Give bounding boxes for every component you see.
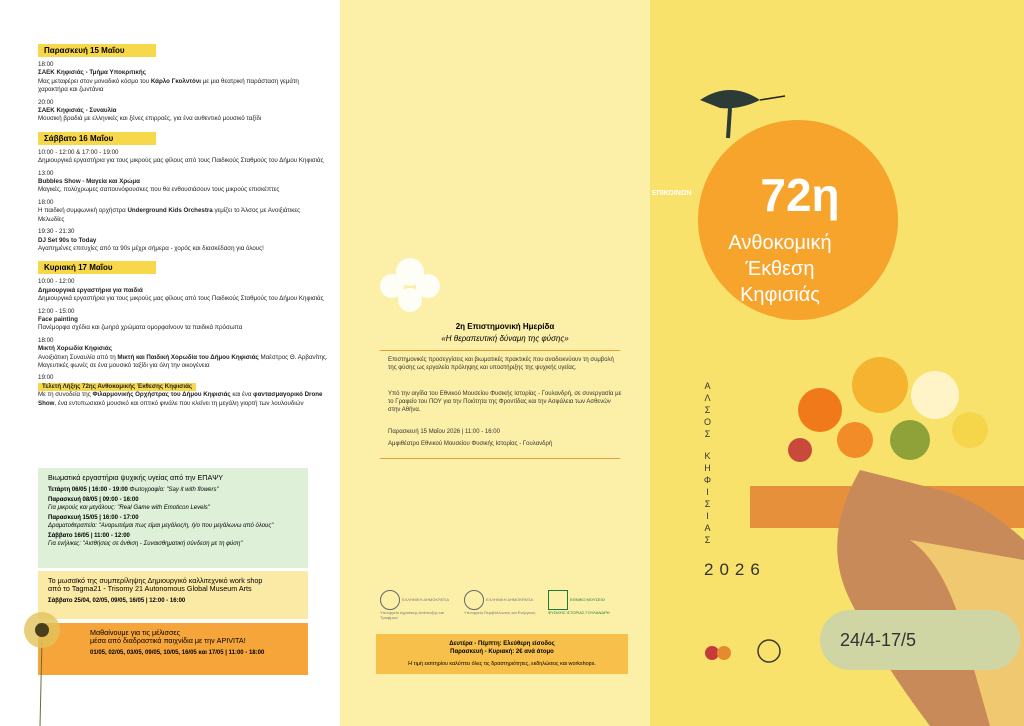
event-name: DJ Set 90s to Today xyxy=(38,236,97,244)
event xyxy=(38,99,328,124)
event-desc: Μουσική βραδιά με ελληνικές και ξένες επιρροές, για ένα αυθεντικό μουσικό ταξίδι xyxy=(38,115,262,123)
event-time: 18:00 xyxy=(38,198,54,206)
vertical-alsos: Α Λ Σ Ο Σ xyxy=(703,381,712,439)
hummingbird-illustration xyxy=(690,70,790,140)
event-desc: Ανοιξιάτικη Συναυλία από τη Μικτή και Παιδική Χορωδία του Δήμου Κηφισιάς Μαέστρος Θ. Αρβανίτης. Μαγευτικές φωνές σε ένα μουσικό ταξίδι για όλη την οικογένεια xyxy=(38,353,328,369)
event xyxy=(38,149,328,166)
cover-number: 72η xyxy=(760,169,840,221)
entry-line2: Παρασκευή - Κυριακή: 2€ ανά άτομο xyxy=(450,649,554,655)
event xyxy=(38,308,328,333)
mosaic-dates: Σάββατο 25/04, 02/05, 09/05, 16/05 | 12:00 - 16:00 xyxy=(48,598,186,604)
event-desc: Αγαπημένες επιτυχίες από τα 90s μέχρι σήμερα - χορός και διασκέδαση για όλους! xyxy=(38,244,264,252)
event-desc: Με τη συνοδεία της Φιλαρμονικής Ορχήστρας του Δήμου Κηφισιάς και ένα φαντασμαγορικό Drone Show, ένα εντυπωσιακό μουσικό και οπτικό φινάλε που κλείνει τη μεγάλη γιορτή των λουλουδιών xyxy=(38,391,323,407)
event-name: Μικτή Χορωδία Κηφισιάς xyxy=(38,345,112,353)
cover-title-2: Έκθεση xyxy=(745,258,815,280)
vertical-label xyxy=(702,380,714,546)
event-name: ΣΑΕΚ Κηφισιάς - Συναυλία xyxy=(38,107,117,115)
vertical-kifisias: Κ Η Φ Ι Σ Ι Α Σ xyxy=(703,451,713,545)
event xyxy=(38,278,328,303)
event-desc: Μαγικές, πολύχρωμες σαπουνόφουσκες που θα ενθουσιάσουν τους μικρούς επισκέπτες xyxy=(38,186,280,194)
workshop-row: Παρασκευή 15/05 | 16:00 - 17:00 Δραματοθεραπεία: "Αναρωτιέμαι πως είμαι μεγάλος/η, ή/ο που μεγάλωνω από όλους" xyxy=(48,515,274,529)
event-desc: Δημιουργικά εργαστήρια για τους μικρούς μας φίλους από τους Παιδικούς Σταθμούς του Δήμου Κηφισιάς xyxy=(38,157,324,165)
goulandris-museum-logo: ΕΘΝΙΚΟ ΜΟΥΣΕΙΟ ΦΥΣΙΚΗΣ ΙΣΤΟΡΙΑΣ ΓΟΥΛΑΝΔΡΗ xyxy=(548,590,620,615)
mosaic-box xyxy=(38,571,308,619)
event-time: 12:00 - 15:00 xyxy=(38,307,75,315)
municipality-flower-logo xyxy=(703,640,733,666)
white-flower-icon xyxy=(370,250,450,330)
event-time: 20:00 xyxy=(38,98,54,106)
badge: ΕΠΙΚΟΙΝΩΝ xyxy=(652,190,692,197)
mosaic-line2: από το Tagma21 - Trisomy 21 Autonomous Global Museum Arts xyxy=(48,584,252,593)
workshop-row: Τετάρτη 06/05 | 16:00 - 19:00 Φωτογραφία: "Say it with flowers" xyxy=(48,487,219,493)
workshop-row: Παρασκευή 08/05 | 09:00 - 16:00 Για μικρούς και μεγάλους: "Real Game with Emoticon Levels" xyxy=(48,497,210,511)
bees-dates: 01/05, 02/05, 03/05, 09/05, 10/05, 16/05 και 17/05 | 11:00 - 18:00 xyxy=(90,650,265,656)
closing-ceremony: Τελετή Λήξης 72ης Ανθοκομικής Έκθεσης Κηφισιάς xyxy=(38,383,196,391)
event-name: ΣΑΕΚ Κηφισιάς - Τμήμα Υποκριτικής xyxy=(38,69,146,77)
day-heading-fri: Παρασκευή 15 Μαΐου xyxy=(38,44,156,57)
flower-illustration xyxy=(12,600,72,726)
workshops-box xyxy=(38,468,308,568)
event xyxy=(38,374,328,408)
event-desc: Μας μεταφέρει στον μοναδικό κόσμο του Κάρλο Γκολντόνι με μια θεατρική παράσταση γεμάτη χαρακτήρα και ζωντάνια xyxy=(38,77,299,94)
cover-dates: 24/4-17/5 xyxy=(840,630,917,650)
sponsor-logos xyxy=(380,590,620,620)
divider xyxy=(380,458,620,459)
ministry-environment-logo: ΕΛΛΗΝΙΚΗ ΔΗΜΟΚΡΑΤΙΑ Υπουργείο Περιβάλλοντος και Ενέργειας xyxy=(464,590,544,615)
event-name: Δημιουργικά εργαστήρια για παιδιά xyxy=(38,286,143,294)
event-time: 19:30 - 21:30 xyxy=(38,228,75,236)
workshop-row: Σάββατο 16/05 | 11:00 - 12:00 Για ενήλικες: "Αισθήσεις σε άνθιση - Συναισθηματική σύνδεση με τη φύση" xyxy=(48,533,243,547)
cover-year: 2026 xyxy=(704,560,766,579)
event-time: 10:00 - 12:00 xyxy=(38,278,75,286)
event xyxy=(38,170,328,195)
event-time: 10:00 - 12:00 & 17:00 - 19:00 xyxy=(38,148,119,156)
schedule xyxy=(38,40,328,412)
cover-title-1: Ανθοκομική xyxy=(728,232,832,254)
bees-line1: Μαθαίνουμε για τις μέλισσες xyxy=(90,628,181,637)
entry-line3: Η τιμή εισιτηρίου καλύπτει όλες τις δραστηριότητες, εκδηλώσεις και workshops. xyxy=(408,661,596,667)
event-desc: Δημιουργικά εργαστήρια για τους μικρούς μας φίλους από τους Παιδικούς Σταθμούς του Δήμου Κηφισιάς xyxy=(38,295,324,303)
event xyxy=(38,199,328,224)
event xyxy=(38,337,328,371)
event-name: Bubbles Show - Μαγεία και Χρώμα xyxy=(38,178,140,186)
bees-box xyxy=(38,623,308,675)
mosaic-line1: Το μωσαϊκό της συμπερίληψης Δημιουργικό καλλιτεχνικό work shop xyxy=(48,576,263,585)
bees-line2: μέσα από διαδραστικά παιχνίδια με την APIVITA! xyxy=(90,636,246,645)
event-desc: Πανέμορφα σχέδια και ζωηρά χρώματα ομορφαίνουν τα παιδικά πρόσωπα xyxy=(38,324,243,332)
ministry-agriculture-logo: ΕΛΛΗΝΙΚΗ ΔΗΜΟΚΡΑΤΙΑ Υπουργείο Αγροτικής Ανάπτυξης και Τροφίμων xyxy=(380,590,460,620)
event-name: Face painting xyxy=(38,315,78,323)
event-time: 13:00 xyxy=(38,169,54,177)
event xyxy=(38,228,328,253)
event-time: 18:00 xyxy=(38,336,54,344)
conference-where: Αμφιθέατρο Εθνικού Μουσείου Φυσικής Ιστορίας - Γουλανδρή xyxy=(388,441,553,447)
divider xyxy=(380,350,620,351)
conference-title: 2η Επιστημονική Ημερίδα xyxy=(455,322,555,331)
municipality-lion-logo xyxy=(756,638,782,668)
cover-title-3: Κηφισιάς xyxy=(740,284,820,306)
day-heading-sun: Κυριακή 17 Μαΐου xyxy=(38,261,156,274)
conference-p1: Επιστημονικές προσεγγίσεις και βιωματικές πρακτικές που αναδεικνύουν τη συμβολή της φύσης ως εργαλείο πρόληψης και υποστήριξης της ψυχικής υγείας. xyxy=(388,357,614,371)
conference-p2: Υπό την αιγίδα του Εθνικού Μουσείου Φυσικής Ιστορίας - Γουλανδρή, σε συνεργασία με το Γραφείο του ΠΟΥ για την Ποιότητα της Φροντίδας και την Ασφάλεια των Ασθενών στην Αθήνα. xyxy=(388,391,622,413)
conference-when: Παρασκευή 15 Μαΐου 2026 | 11:00 - 16:00 xyxy=(388,429,500,435)
event-time: 18:00 xyxy=(38,61,54,68)
event-desc: Η παιδική συμφωνική ορχήστρα Underground Kids Orchestra γεμίζει το Άλσος με Ανοιξιάτικες Μελωδίες xyxy=(38,207,301,223)
entry-line1: Δευτέρα - Πέμπτη: Ελεύθερη είσοδος xyxy=(449,641,555,647)
day-heading-sat: Σάββατο 16 Μαΐου xyxy=(38,132,156,145)
event xyxy=(38,61,328,95)
conference-subtitle: «Η θεραπευτική δύναμη της φύσης» xyxy=(441,334,569,343)
event-time: 19:00 xyxy=(38,374,54,382)
workshops-title: Βιωματικά εργαστήρια ψυχικής υγείας από την ΕΠΑΨΥ xyxy=(48,473,224,482)
entry-info xyxy=(376,634,628,674)
